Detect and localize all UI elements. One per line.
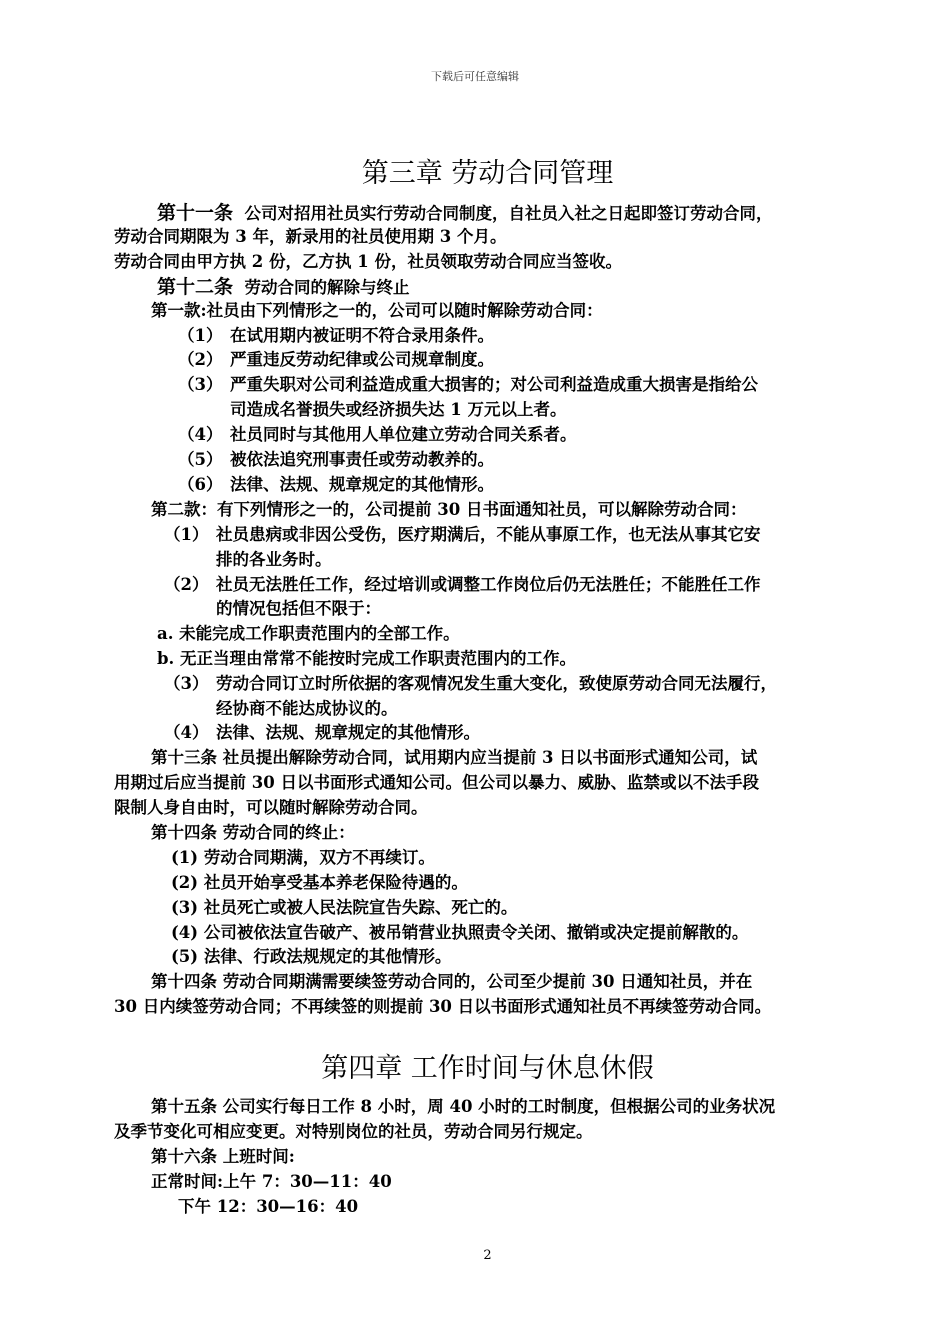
article-14-item-2: (2) 社员开始享受基本养老保险待遇的。 bbox=[171, 873, 468, 892]
article-14-intro: 第十四条 劳动合同的终止： bbox=[151, 823, 355, 842]
clause-1-item-1: （1） 在试用期内被证明不符合录用条件。 bbox=[178, 326, 494, 345]
clause-2-item-2-cont: 的情况包括但不限于： bbox=[216, 599, 381, 618]
clause-2-item-4: （4） 法律、法规、规章规定的其他情形。 bbox=[164, 723, 480, 742]
header-note: 下载后可任意编辑 bbox=[431, 70, 519, 83]
clause-2-item-3: （3） 劳动合同订立时所依据的客观情况发生重大变化，致使原劳动合同无法履行， bbox=[164, 674, 777, 693]
chapter-3-title: 第三章 劳动合同管理 bbox=[361, 158, 614, 189]
clause-1-item-3: （3） 严重失职对公司利益造成重大损害的；对公司利益造成重大损害是指给公 bbox=[178, 375, 758, 394]
article-11-heading: 第十一条 bbox=[157, 202, 234, 224]
clause-1-item-6: （6） 法律、法规、规章规定的其他情形。 bbox=[178, 475, 494, 494]
clause-1-item-5: （5） 被依法追究刑事责任或劳动教养的。 bbox=[178, 450, 494, 469]
article-14-item-3: (3) 社员死亡或被人民法院宣告失踪、死亡的。 bbox=[171, 898, 518, 917]
article-15-line-2: 及季节变化可相应变更。对特别岗位的社员，劳动合同另行规定。 bbox=[114, 1122, 593, 1141]
article-12-heading-line bbox=[157, 275, 410, 300]
clause-2-item-2: （2） 社员无法胜任工作，经过培训或调整工作岗位后仍无法胜任；不能胜任工作 bbox=[164, 575, 761, 594]
clause-2-item-1-cont: 排的各业务时。 bbox=[216, 550, 332, 569]
sub-item-a: a. 未能完成工作职责范围内的全部工作。 bbox=[157, 624, 460, 643]
article-13-line-2: 用期过后应当提前 30 日以书面形式通知公司。但公司以暴力、威胁、监禁或以不法手段 bbox=[114, 773, 759, 792]
clause-1-item-4: （4） 社员同时与其他用人单位建立劳动合同关系者。 bbox=[178, 425, 577, 444]
article-11-text: 公司对招用社员实行劳动合同制度，自社员入社之日起即签订劳动合同， bbox=[244, 204, 773, 223]
clause-2-item-1: （1） 社员患病或非因公受伤，医疗期满后，不能从事原工作，也无法从事其它安 bbox=[164, 525, 761, 544]
article-14-item-5: (5) 法律、行政法规规定的其他情形。 bbox=[171, 947, 452, 966]
article-14b-line-2: 30 日内续签劳动合同；不再续签的则提前 30 日以书面形式通知社员不再续签劳动合同。 bbox=[114, 997, 772, 1016]
article-11-line-3: 劳动合同由甲方执 2 份，乙方执 1 份，社员领取劳动合同应当签收。 bbox=[114, 252, 622, 271]
clause-1-item-3-cont: 司造成名誉损失或经济损失达 1 万元以上者。 bbox=[230, 400, 567, 419]
article-11-line-2: 劳动合同期限为 3 年，新录用的社员使用期 3 个月。 bbox=[114, 227, 507, 246]
chapter-4-title: 第四章 工作时间与休息休假 bbox=[321, 1053, 654, 1084]
work-hours-afternoon: 下午 12：30—16：40 bbox=[178, 1197, 359, 1216]
article-13-line-1: 第十三条 社员提出解除劳动合同，试用期内应当提前 3 日以书面形式通知公司，试 bbox=[151, 748, 758, 767]
article-14-item-4: (4) 公司被依法宣告破产、被吊销营业执照责令关闭、撤销或决定提前解散的。 bbox=[171, 923, 749, 942]
article-15-line-1: 第十五条 公司实行每日工作 8 小时，周 40 小时的工时制度，但根据公司的业务状况 bbox=[151, 1097, 776, 1116]
clause-2-intro: 第二款：有下列情形之一的，公司提前 30 日书面通知社员，可以解除劳动合同： bbox=[151, 500, 747, 519]
article-11-line-1 bbox=[157, 201, 773, 226]
article-14b-line-1: 第十四条 劳动合同期满需要续签劳动合同的，公司至少提前 30 日通知社员，并在 bbox=[151, 972, 753, 991]
article-12-title: 劳动合同的解除与终止 bbox=[244, 278, 410, 297]
article-12-heading: 第十二条 bbox=[157, 276, 234, 298]
article-16-intro: 第十六条 上班时间: bbox=[151, 1147, 295, 1166]
clause-2-item-3-cont: 经协商不能达成协议的。 bbox=[216, 699, 398, 718]
clause-1-item-2: （2） 严重违反劳动纪律或公司规章制度。 bbox=[178, 350, 494, 369]
article-14-item-1: (1) 劳动合同期满，双方不再续订。 bbox=[171, 848, 435, 867]
work-hours-morning: 正常时间:上午 7：30—11：40 bbox=[151, 1172, 392, 1191]
sub-item-b: b. 无正当理由常常不能按时完成工作职责范围内的工作。 bbox=[157, 649, 577, 668]
page-number: 2 bbox=[483, 1248, 492, 1263]
article-13-line-3: 限制人身自由时，可以随时解除劳动合同。 bbox=[114, 798, 428, 817]
clause-1-intro: 第一款:社员由下列情形之一的，公司可以随时解除劳动合同： bbox=[151, 301, 603, 320]
